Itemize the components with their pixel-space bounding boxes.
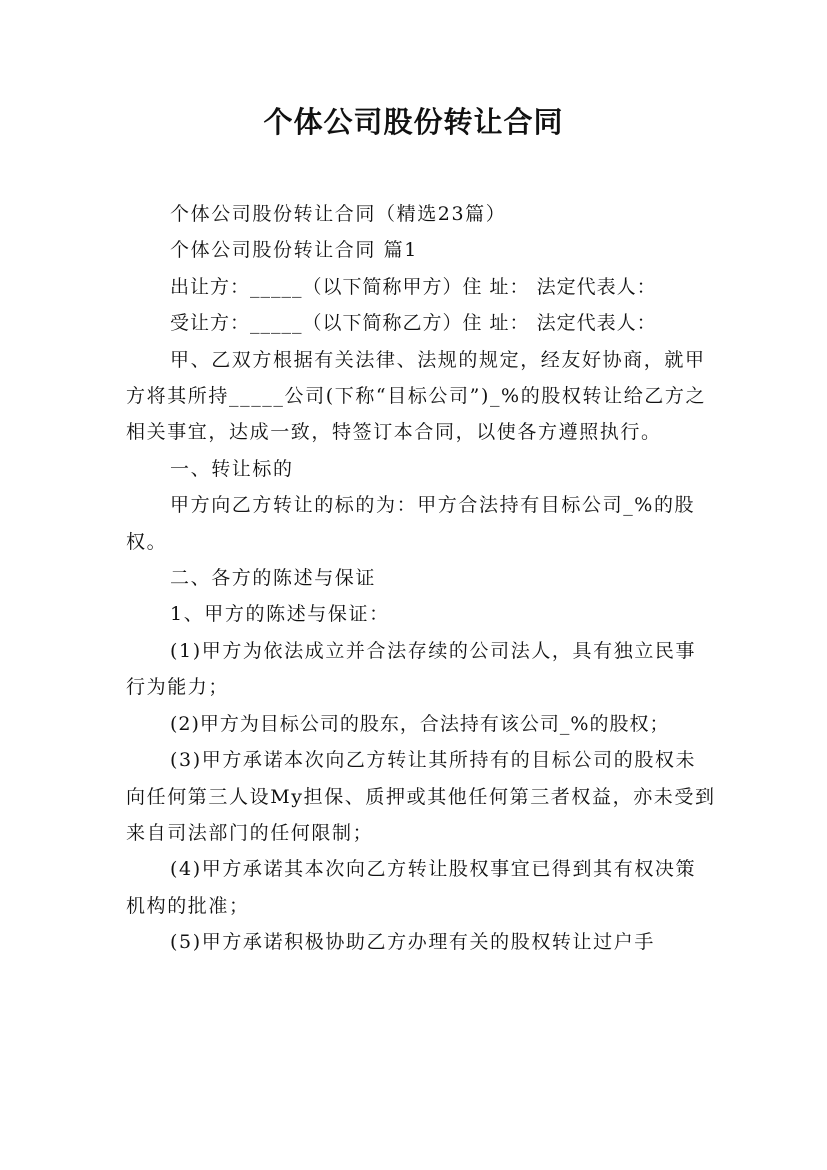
paragraph-section-heading: 个体公司股份转让合同 篇1 — [170, 239, 418, 262]
paragraph-subtitle: 个体公司股份转让合同（精选23篇） — [170, 203, 507, 225]
paragraph-clause-1-heading: 一、转让标的 — [170, 457, 294, 480]
document-title: 个体公司股份转让合同 — [263, 105, 564, 139]
paragraph-item-1: (1)甲方为依法成立并合法存续的公司法人，具有独立民事行为能力； — [126, 639, 697, 699]
paragraph-item-3: (3)甲方承诺本次向乙方转让其所持有的目标公司的股权未向任何第三人设My担保、质押或其他任何第三者权益，亦未受到来自司法部门的任何限制； — [126, 749, 716, 844]
paragraph-clause-2-heading: 二、各方的陈述与保证 — [170, 567, 377, 590]
document-body — [126, 196, 716, 961]
paragraph-clause-1-body: 甲方向乙方转让的标的为：甲方合法持有目标公司_%的股权。 — [126, 494, 696, 553]
paragraph-item-2: (2)甲方为目标公司的股东，合法持有该公司_%的股权； — [170, 712, 670, 735]
paragraph-item-4: (4)甲方承诺其本次向乙方转让股权事宜已得到其有权决策机构的批准； — [126, 858, 697, 917]
paragraph-clause-2-1: 1、甲方的陈述与保证： — [170, 603, 390, 626]
paragraph-item-5: (5)甲方承诺积极协助乙方办理有关的股权转让过户手 — [170, 931, 655, 954]
paragraph-transferee: 受让方：_____（以下简称乙方）住 址： 法定代表人： — [170, 312, 657, 335]
paragraph-transferor: 出让方：_____（以下简称甲方）住 址： 法定代表人： — [170, 275, 657, 298]
paragraph-preamble: 甲、乙双方根据有关法律、法规的规定，经友好协商，就甲方将其所持_____公司(下称“目标公司”)_%的股权转让给乙方之相关事宜，达成一致，特签订本合同，以使各方遵照执行。 — [126, 348, 707, 444]
